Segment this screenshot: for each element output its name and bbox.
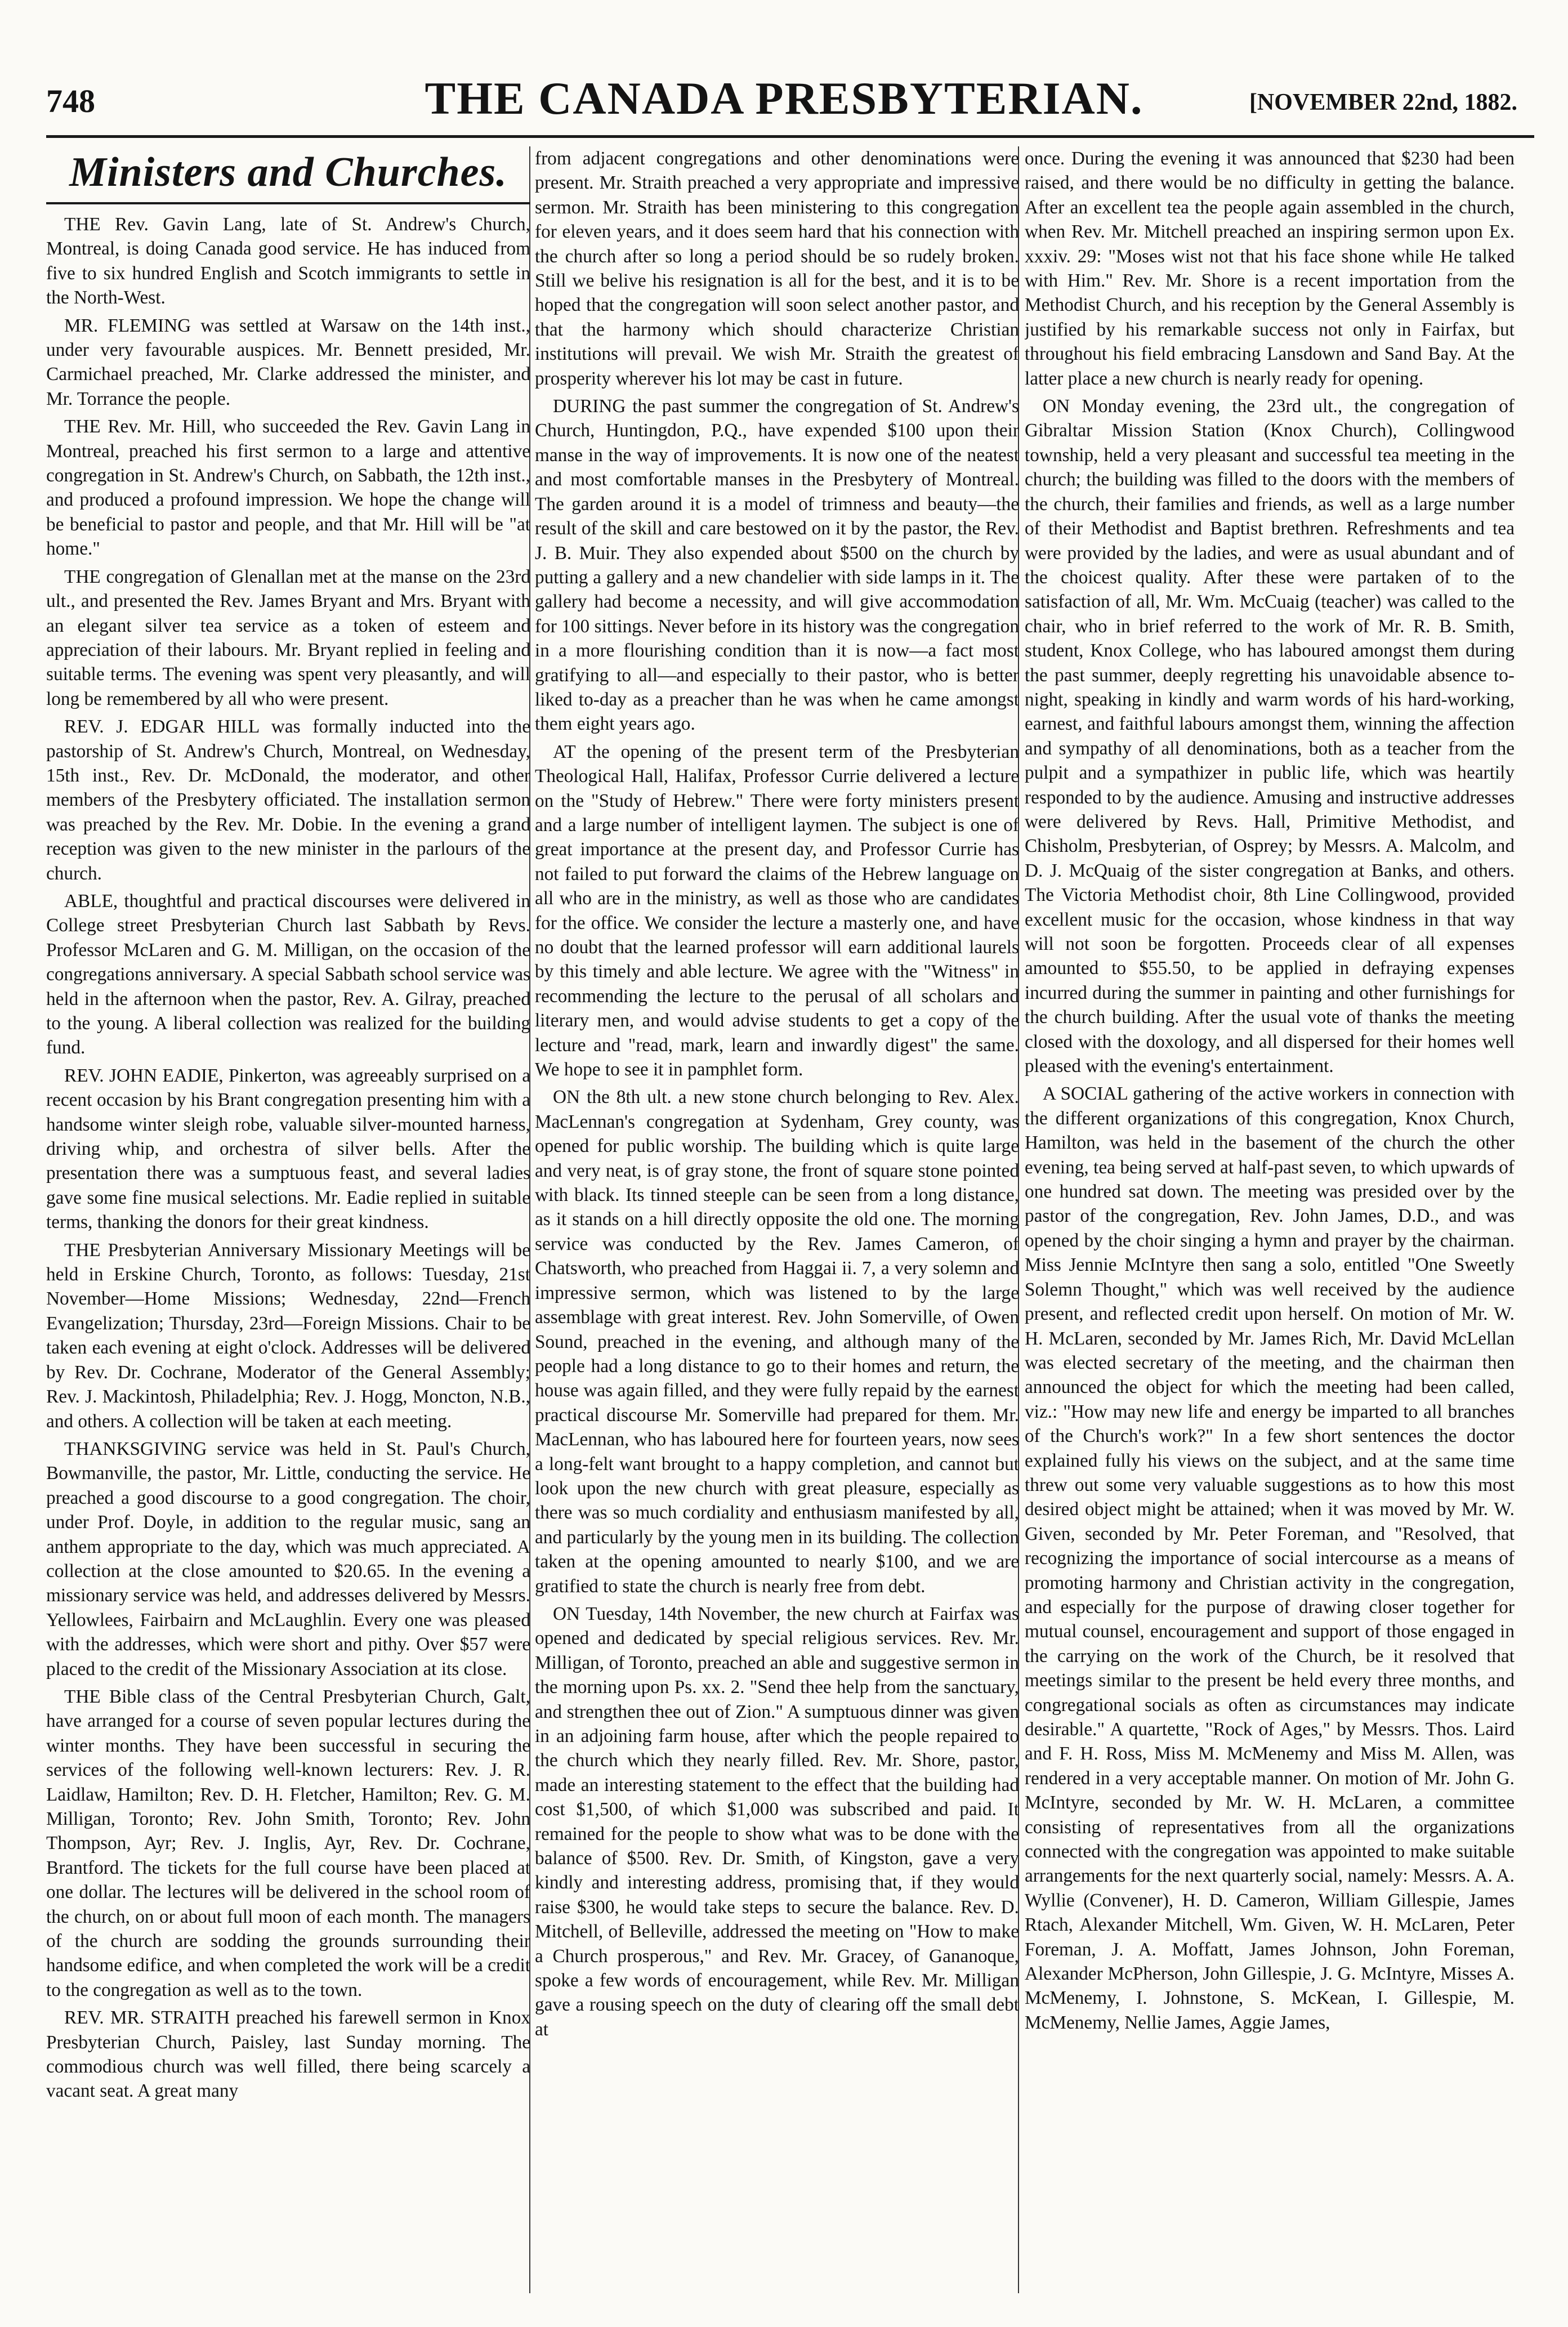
paragraph: from adjacent congregations and other denominations were present. Mr. Straith preached a very appropriate and impressive sermon. Mr. Straith has been ministering to this congregation for eleven years, and it does seem hard that his connection with the church after so long a period should be so rudely broken. Still we belive his resignation is all for the best, and it is to be hoped that the congregation will soon select another pastor, and that the harmony which should characterize Christian institutions will prevail. We wish Mr. Straith the greatest of prosperity wherever his lot may be cast in future. [535,148,1019,389]
issue-date: [NOVEMBER 22nd, 1882. [1249,90,1517,115]
paragraph: REV. MR. STRAITH preached his farewell sermon in Knox Presbyterian Church, Paisley, last Sunday morning. The commodious church was well filled, there being scarcely a vacant seat. A great many [46,2007,530,2102]
column-1 [46,146,530,2304]
paragraph: MR. FLEMING was settled at Warsaw on the 14th inst., under very favourable auspices. Mr. Bennett presided, Mr. Carmichael preached, Mr. Clarke addressed the minister, and Mr. Torrance the people. [46,315,530,409]
column-3 [1025,146,1515,2304]
paragraph: THANKSGIVING service was held in St. Paul's Church, Bowmanville, the pastor, Mr. Little, conducting the service. He preached a good discourse to a good congregation. The choir, under Prof. Doyle, in addition to the regular music, sang an anthem appropriate to the day, which was much appreciated. A collection at the close amounted to $20.65. In the evening a missionary service was held, and addresses delivered by Messrs. Yellowlees, Fairbairn and McLaughlin. Every one was pleased with the addresses, which were short and pithy. Over $57 were placed to the credit of the Missionary Association at its close. [46,1438,530,1680]
paragraph: ON Monday evening, the 23rd ult., the congregation of Gibraltar Mission Station (Knox Church), Collingwood township, held a very pleasant and successful tea meeting in the church; the building was filled to the doors with the members of the church, their families and friends, as well as a large number of their Methodist and Baptist brethren. Refreshments and tea were provided by the ladies, and were as usual abundant and of the choicest quality. After these were partaken of to the satisfaction of all, Mr. Wm. McCuaig (teacher) was called to the chair, who in brief referred to the work of Mr. R. B. Smith, student, Knox College, who has laboured amongst them during the past summer, deeply regretting his unavoidable absence to-night, speaking in kindly and warm words of his hard-working, earnest, and faithful labours amongst them, winning the affection and sympathy of all denominations, both as a teacher from the pulpit and a sympathizer in public life, which was heartily responded to by the audience. Amusing and instructive addresses were delivered by Revs. Hall, Primitive Methodist, and Chisholm, Presbyterian, of Osprey; by Messrs. A. Malcolm, and D. J. McQuaig of the sister congregation at Banks, and others. The Victoria Methodist choir, 8th Line Collingwood, provided excellent music for the occasion, whose kindness in that way will not soon be forgotten. Proceeds clear of all expenses amounted to $55.50, to be applied in defraying expenses incurred during the summer in painting and other furnishings for the church building. After the usual vote of thanks the meeting closed with the doxology, and all dispersed for their homes well pleased with the evening's entertainment. [1025,396,1515,1077]
column-2 [535,146,1019,2304]
paragraph: REV. J. EDGAR HILL was formally inducted into the pastorship of St. Andrew's Church, Montreal, on Wednesday, 15th inst., Rev. Dr. McDonald, the moderator, and other members of the Presbytery officiated. The installation sermon was preached by the Rev. Mr. Dobie. In the evening a grand reception was given to the new minister in the parlours of the church. [46,716,530,884]
paragraph: A SOCIAL gathering of the active workers in connection with the different organizations of this congregation, Knox Church, Hamilton, was held in the basement of the church the other evening, tea being served at half-past seven, to which upwards of one hundred sat down. The meeting was presided over by the pastor of the congregation, Rev. John James, D.D., and was opened by the choir singing a hymn and prayer by the chairman. Miss Jennie McIntyre then sang a solo, entitled "One Sweetly Solemn Thought," which was well received by the audience present, and reflected credit upon herself. On motion of Mr. W. H. McLaren, seconded by Mr. James Rich, Mr. David McLellan was elected secretary of the meeting, and the chairman then announced the object for which the meeting had been called, viz.: "How may new life and energy be imparted to all branches of the Church's work?" In a few short sentences the doctor explained fully his views on the subject, and at the same time threw out some very valuable suggestions as to how this most desired object might be attained; when it was moved by Mr. W. Given, seconded by Mr. Peter Foreman, and "Resolved, that recognizing the importance of social intercourse as a means of promoting harmony and Christian activity in the congregation, and especially for the purpose of drawing closer together for mutual counsel, encouragement and support of those engaged in the carrying on the work of the Church, be it resolved that meetings similar to the present be held every three months, and congregational socials as often as circumstances may indicate desirable." A quartette, "Rock of Ages," by Messrs. Thos. Laird and F. H. Ross, Miss M. McMenemy and Miss M. Allen, was rendered in a very acceptable manner. On motion of Mr. John G. McIntyre, seconded by Mr. W. H. McLaren, a committee consisting of representatives from all the organizations connected with the congregation was appointed to make suitable arrangements for the next quarterly social, namely: Messrs. A. A. Wyllie (Convener), H. D. Cameron, William Gillespie, James Rtach, Alexander Mitchell, Wm. Given, W. H. McLaren, Peter Foreman, J. A. Moffatt, James Johnson, John Foreman, Alexander McPherson, John Gillespie, J. G. McIntyre, Misses A. McMenemy, I. Johnstone, S. McKean, I. Gillespie, M. McMenemy, Nellie James, Aggie James, [1025,1083,1515,2033]
header-rule [46,135,1534,138]
paragraph: DURING the past summer the congregation of St. Andrew's Church, Huntingdon, P.Q., have expended $100 upon their manse in the way of improvements. It is now one of the neatest and most comfortable manses in the Presbytery of Montreal. The garden around it is a model of trimness and beauty—the result of the skill and care bestowed on it by the pastor, the Rev. J. B. Muir. They also expended about $500 on the church by putting a gallery and a new chandelier with side lamps in it. The gallery had become a necessity, and will give accommodation for 100 sittings. Never before in its history was the congregation in a more flourishing condition than it is now—a fact most gratifying to all—and especially to their pastor, who is better liked to-day as a preacher than he was when he came amongst them eight years ago. [535,396,1019,735]
paragraph: AT the opening of the present term of the Presbyterian Theological Hall, Halifax, Professor Currie delivered a lecture on the "Study of Hebrew." There were forty ministers present and a large number of intelligent laymen. The subject is one of great importance at the present day, and Professor Currie has not failed to put forward the claims of the Hebrew language on all who are in the ministry, as well as those who are candidates for the office. We consider the lecture a masterly one, and have no doubt that the learned professor will earn additional laurels by this timely and able lecture. We agree with the "Witness" in recommending the lecture to the perusal of all scholars and literary men, and would advise students to get a copy of the lecture and "read, mark, learn and inwardly digest" the same. We hope to see it in pamphlet form. [535,741,1019,1080]
paragraph: THE Rev. Gavin Lang, late of St. Andrew's Church, Montreal, is doing Canada good service. He has induced from five to six hundred English and Scotch immigrants to settle in the North-West. [46,214,530,309]
paragraph: THE congregation of Glenallan met at the manse on the 23rd ult., and presented the Rev. James Bryant and Mrs. Bryant with an elegant silver tea service as a token of esteem and appreciation of their labours. Mr. Bryant replied in feeling and suitable terms. The evening was spent very pleasantly, and will long be remembered by all who were present. [46,566,530,709]
paragraph: once. During the evening it was announced that $230 had been raised, and there would be no difficulty in getting the balance. After an excellent tea the people again assembled in the church, when Rev. Mr. Mitchell preached an inspiring sermon upon Ex. xxxiv. 29: "Moses wist not that his face shone while He talked with Him." Rev. Mr. Shore is a recent importation from the Methodist Church, and his reception by the General Assembly is justified by his remarkable success not only in Fairfax, but throughout his field embracing Lansdown and Sand Bay. At the latter place a new church is nearly ready for opening. [1025,148,1515,389]
paragraph: REV. JOHN EADIE, Pinkerton, was agreeably surprised on a recent occasion by his Brant congregation presenting him with a handsome winter sleigh robe, valuable silver-mounted harness, driving whip, and orchestra of silver bells. After the presentation there was a sumptuous feast, and several ladies gave some fine musical selections. Mr. Eadie replied in suitable terms, thanking the donors for their great kindness. [46,1065,530,1233]
paragraph: THE Rev. Mr. Hill, who succeeded the Rev. Gavin Lang in Montreal, preached his first sermon to a large and attentive congregation in St. Andrew's Church, on Sabbath, the 12th inst., and produced a profound impression. We hope the change will be beneficial to pastor and people, and that Mr. Hill will be "at home." [46,416,530,560]
paragraph: THE Bible class of the Central Presbyterian Church, Galt, have arranged for a course of seven popular lectures during the winter months. They have been successful in securing the services of the following well-known lecturers: Rev. J. R. Laidlaw, Hamilton; Rev. D. H. Fletcher, Hamilton; Rev. G. M. Milligan, Toronto; Rev. John Smith, Toronto; Rev. John Thompson, Ayr; Rev. J. Inglis, Ayr, Rev. Dr. Cochrane, Brantford. The tickets for the full course have been placed at one dollar. The lectures will be delivered in the school room of the church, on or about full moon of each month. The managers of the church are sodding the grounds surrounding their handsome edifice, and when completed the work will be a credit to the congregation as well as to the town. [46,1686,530,2000]
page-number: 748 [46,83,95,119]
paragraph: ON Tuesday, 14th November, the new church at Fairfax was opened and dedicated by special religious services. Rev. Mr. Milligan, of Toronto, preached an able and suggestive sermon in the morning upon Ps. xx. 2. "Send thee help from the sanctuary, and strengthen thee out of Zion." A sumptuous dinner was given in an adjoining farm house, after which the people repaired to the church which they nearly filled. Rev. Mr. Shore, pastor, made an interesting statement to the effect that the building had cost $1,500, of which $1,000 was subscribed and paid. It remained for the people to show what was to be done with the balance of $500. Rev. Dr. Smith, of Kingston, gave a very kindly and interesting address, promising that, if they would raise $300, he would take steps to secure the balance. Rev. D. Mitchell, of Belleville, addressed the meeting on "How to make a Church prosperous," and Rev. Mr. Gracey, of Gananoque, spoke a few words of encouragement, while Rev. Mr. Milligan gave a rousing speech on the duty of clearing off the small debt at [535,1603,1019,2040]
masthead-title: THE CANADA PRESBYTERIAN. [425,73,1143,124]
paragraph: THE Presbyterian Anniversary Missionary Meetings will be held in Erskine Church, Toronto, as follows: Tuesday, 21st November—Home Missions; Wednesday, 22nd—French Evangelization; Thursday, 23rd—Foreign Missions. Chair to be taken each evening at eight o'clock. Addresses will be delivered by Rev. Dr. Cochrane, Moderator of the General Assembly; Rev. J. Mackintosh, Philadelphia; Rev. J. Hogg, Moncton, N.B., and others. A collection will be taken at each meeting. [46,1239,530,1432]
paragraph: ON the 8th ult. a new stone church belonging to Rev. Alex. MacLennan's congregation at Sydenham, Grey county, was opened for public worship. The building which is quite large and very neat, is of gray stone, the front of square stone pointed with black. Its tinned steeple can be seen from a long distance, as it stands on a hill directly opposite the old one. The morning service was conducted by the Rev. James Cameron, of Chatsworth, who preached from Haggai ii. 7, a very solemn and impressive sermon, which was listened to by the large assemblage with great interest. Rev. John Somerville, of Owen Sound, preached in the evening, and although many of the people had a long distance to go to their homes and return, the house was again filled, and they were fully repaid by the earnest practical discourse Mr. Somerville had prepared for them. Mr. MacLennan, who has laboured here for fourteen years, now sees a long-felt want brought to a happy completion, and cannot but look upon the new church with great pleasure, especially as there was so much cordiality and enthusiasm manifested by all, and particularly by the young men in its building. The collection taken at the opening amounted to nearly $100, and we are gratified to state the church is nearly free from debt. [535,1087,1019,1597]
section-rule [46,202,530,204]
section-title: Ministers and Churches. [69,149,507,195]
paragraph: ABLE, thoughtful and practical discourses were delivered in College street Presbyterian Church last Sabbath by Revs. Professor McLaren and G. M. Milligan, on the occasion of the congregations anniversary. A special Sabbath school service was held in the afternoon when the pastor, Rev. A. Gilray, preached to the young. A liberal collection was realized for the building fund. [46,890,530,1058]
